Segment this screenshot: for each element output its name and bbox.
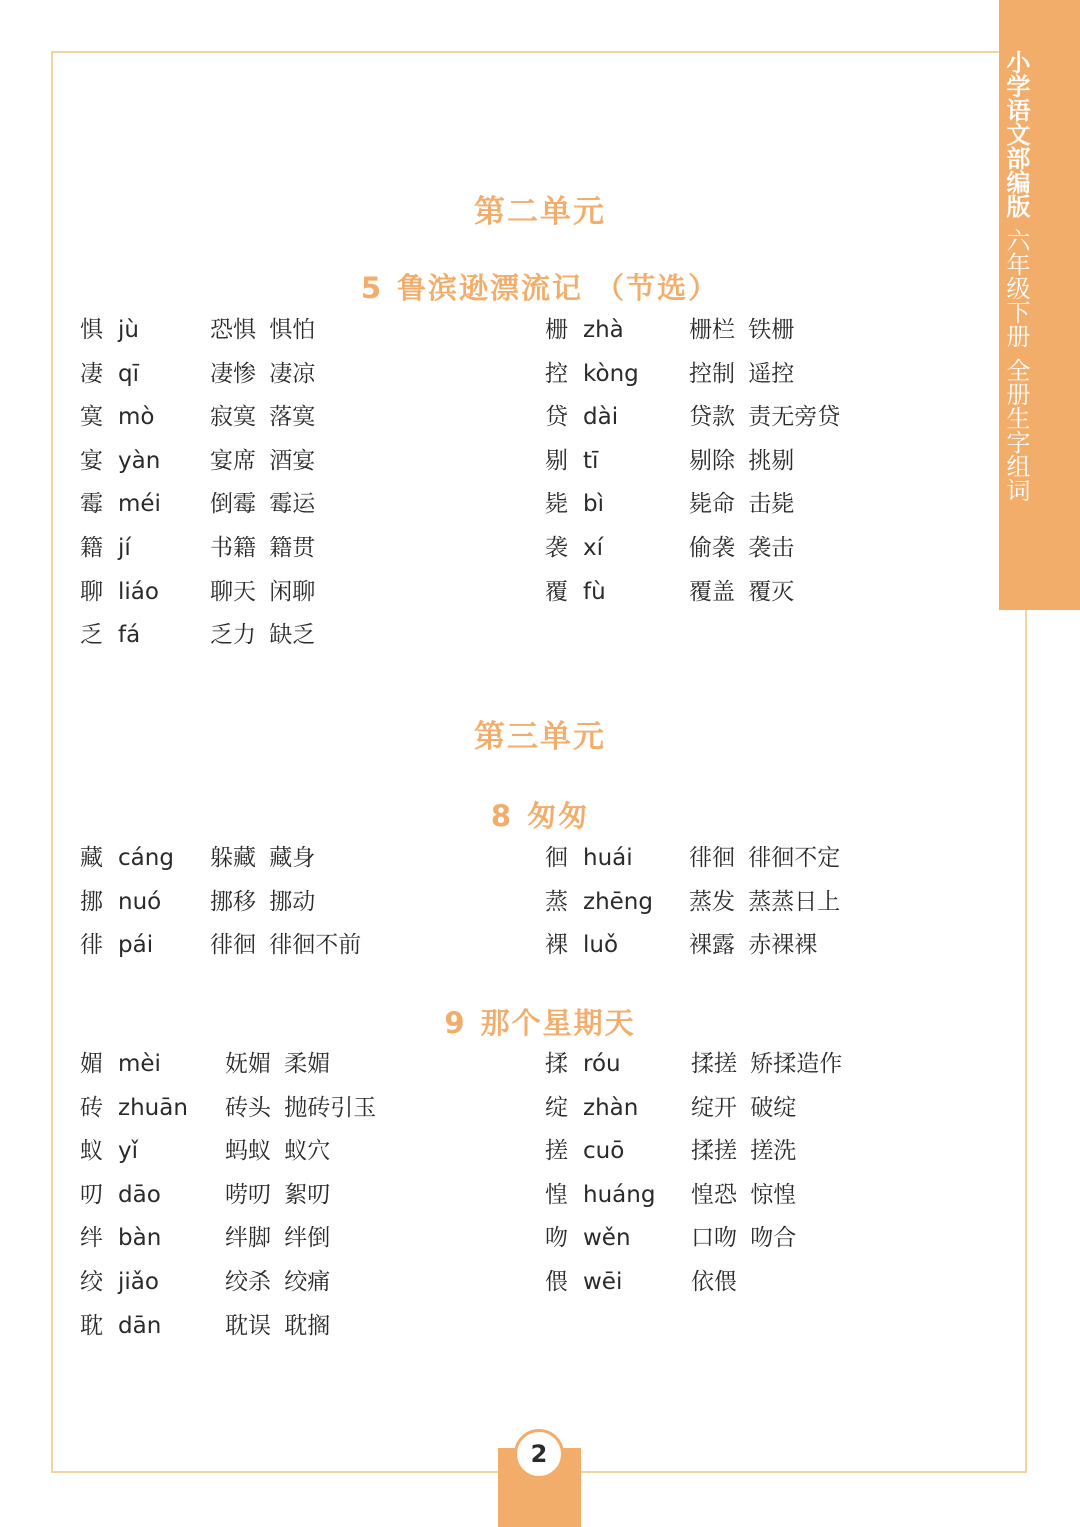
pinyin: xí xyxy=(583,535,604,561)
pinyin: pái xyxy=(118,932,154,959)
word-row xyxy=(80,1264,500,1300)
pinyin: cuō xyxy=(583,1138,625,1165)
word-row xyxy=(545,1133,965,1169)
pinyin: nuó xyxy=(118,888,162,915)
word-combinations: 剔除 挑剔 xyxy=(689,447,795,474)
hanzi-character: 袭 xyxy=(545,535,568,561)
pinyin: jiǎo xyxy=(118,1269,159,1295)
hanzi-character: 寞 xyxy=(80,404,103,431)
pinyin: yàn xyxy=(118,447,161,474)
lesson-number: 5 xyxy=(360,271,384,305)
word-row xyxy=(545,1264,965,1300)
word-combinations: 徘徊 徘徊不前 xyxy=(210,932,362,959)
pinyin: jí xyxy=(118,535,131,561)
pinyin: fù xyxy=(583,578,606,605)
word-row xyxy=(80,840,500,876)
word-row xyxy=(545,574,965,610)
word-combinations: 揉搓 矫揉造作 xyxy=(691,1051,843,1077)
word-row xyxy=(80,1177,500,1213)
lesson-note: （节选） xyxy=(595,271,720,305)
word-row xyxy=(80,486,500,522)
hanzi-character: 贷 xyxy=(545,404,568,431)
pinyin: tī xyxy=(583,447,599,474)
word-combinations: 蒸发 蒸蒸日上 xyxy=(689,888,841,915)
word-combinations: 栅栏 铁栅 xyxy=(689,317,795,343)
side-tab-subtitle: 全册生字组词 xyxy=(1002,358,1030,502)
word-combinations: 宴席 酒宴 xyxy=(210,447,316,474)
word-row xyxy=(80,356,500,392)
page-number: 2 xyxy=(514,1429,564,1479)
hanzi-character: 裸 xyxy=(545,932,568,959)
word-combinations: 徘徊 徘徊不定 xyxy=(689,845,841,871)
hanzi-character: 籍 xyxy=(80,535,103,561)
pinyin: bì xyxy=(583,491,604,518)
hanzi-character: 绽 xyxy=(545,1094,568,1121)
pinyin: bàn xyxy=(118,1225,162,1252)
unit-title-2: 第二单元 xyxy=(474,194,606,230)
word-combinations: 书籍 籍贯 xyxy=(210,535,316,561)
word-row xyxy=(80,574,500,610)
hanzi-character: 惧 xyxy=(80,317,103,343)
word-row xyxy=(545,530,965,566)
hanzi-character: 砖 xyxy=(80,1094,103,1121)
hanzi-character: 剔 xyxy=(545,447,568,474)
word-row xyxy=(545,399,965,435)
word-row xyxy=(80,927,500,963)
word-combinations: 揉搓 搓洗 xyxy=(691,1138,797,1165)
word-row xyxy=(545,1220,965,1256)
pinyin: huái xyxy=(583,845,633,871)
word-row xyxy=(545,927,965,963)
word-combinations: 口吻 吻合 xyxy=(691,1225,797,1252)
pinyin: dài xyxy=(583,404,619,431)
pinyin: kòng xyxy=(583,360,639,387)
word-combinations: 绽开 破绽 xyxy=(691,1094,797,1121)
pinyin: fá xyxy=(118,622,141,649)
hanzi-character: 揉 xyxy=(545,1051,568,1077)
word-combinations: 寂寞 落寞 xyxy=(210,404,316,431)
word-combinations: 乏力 缺乏 xyxy=(210,622,316,649)
hanzi-character: 偎 xyxy=(545,1269,568,1295)
word-row xyxy=(545,1046,965,1082)
pinyin: yǐ xyxy=(118,1138,139,1165)
word-combinations: 耽误 耽搁 xyxy=(225,1312,331,1339)
page-frame xyxy=(51,51,1027,1473)
hanzi-character: 蒸 xyxy=(545,888,568,915)
hanzi-character: 覆 xyxy=(545,578,568,605)
hanzi-character: 绊 xyxy=(80,1225,103,1252)
hanzi-character: 徘 xyxy=(80,932,103,959)
hanzi-character: 霉 xyxy=(80,491,103,518)
word-row xyxy=(80,443,500,479)
word-row xyxy=(545,486,965,522)
word-combinations: 依偎 xyxy=(691,1269,737,1295)
word-combinations: 覆盖 覆灭 xyxy=(689,578,795,605)
word-combinations: 惶恐 惊惶 xyxy=(691,1181,797,1208)
word-combinations: 贷款 责无旁贷 xyxy=(689,404,841,431)
word-combinations: 躲藏 藏身 xyxy=(210,845,316,871)
word-row xyxy=(80,1046,500,1082)
pinyin: róu xyxy=(583,1051,621,1077)
word-row xyxy=(545,443,965,479)
pinyin: méi xyxy=(118,491,161,518)
hanzi-character: 耽 xyxy=(80,1312,103,1339)
lesson-name: 那个星期天 xyxy=(480,1006,636,1040)
pinyin: cáng xyxy=(118,845,174,871)
word-combinations: 偷袭 袭击 xyxy=(689,535,795,561)
hanzi-character: 惶 xyxy=(545,1181,568,1208)
hanzi-character: 蚁 xyxy=(80,1138,103,1165)
word-combinations: 聊天 闲聊 xyxy=(210,578,316,605)
hanzi-character: 叨 xyxy=(80,1181,103,1208)
pinyin: mò xyxy=(118,404,155,431)
hanzi-character: 凄 xyxy=(80,360,103,387)
word-combinations: 毙命 击毙 xyxy=(689,491,795,518)
pinyin: liáo xyxy=(118,578,159,605)
pinyin: mèi xyxy=(118,1051,161,1077)
pinyin: qī xyxy=(118,360,139,387)
hanzi-character: 控 xyxy=(545,360,568,387)
hanzi-character: 藏 xyxy=(80,845,103,871)
word-combinations: 妩媚 柔媚 xyxy=(225,1051,331,1077)
word-combinations: 恐惧 惧怕 xyxy=(210,317,316,343)
pinyin: zhà xyxy=(583,317,624,343)
side-tab-grade: 六年级下册 xyxy=(1002,228,1030,348)
word-combinations: 唠叨 絮叨 xyxy=(225,1181,331,1208)
pinyin: jù xyxy=(118,317,139,343)
word-row xyxy=(80,312,500,348)
word-combinations: 砖头 抛砖引玉 xyxy=(225,1094,377,1121)
hanzi-character: 栅 xyxy=(545,317,568,343)
lesson-title-9 xyxy=(0,1001,1080,1042)
word-combinations: 绞杀 绞痛 xyxy=(225,1269,331,1295)
word-row xyxy=(80,1220,500,1256)
word-row xyxy=(80,399,500,435)
hanzi-character: 毙 xyxy=(545,491,568,518)
pinyin: wēi xyxy=(583,1269,623,1295)
word-row xyxy=(80,1308,500,1344)
pinyin: huáng xyxy=(583,1181,656,1208)
word-combinations: 凄惨 凄凉 xyxy=(210,360,316,387)
hanzi-character: 吻 xyxy=(545,1225,568,1252)
hanzi-character: 媚 xyxy=(80,1051,103,1077)
hanzi-character: 聊 xyxy=(80,578,103,605)
hanzi-character: 徊 xyxy=(545,845,568,871)
hanzi-character: 宴 xyxy=(80,447,103,474)
unit-title-3: 第三单元 xyxy=(474,719,606,755)
pinyin: wěn xyxy=(583,1225,631,1252)
word-row xyxy=(545,840,965,876)
word-combinations: 挪移 挪动 xyxy=(210,888,316,915)
word-combinations: 控制 遥控 xyxy=(689,360,795,387)
word-combinations: 裸露 赤裸裸 xyxy=(689,932,818,959)
lesson-name: 鲁滨逊漂流记 xyxy=(397,271,584,305)
pinyin: dān xyxy=(118,1312,162,1339)
lesson-number: 9 xyxy=(444,1006,467,1040)
word-row xyxy=(80,617,500,653)
word-row xyxy=(545,884,965,920)
lesson-name: 匆匆 xyxy=(527,799,590,833)
word-row xyxy=(545,1177,965,1213)
word-row xyxy=(80,884,500,920)
hanzi-character: 乏 xyxy=(80,622,103,649)
lesson-number: 8 xyxy=(490,799,514,833)
word-combinations: 绊脚 绊倒 xyxy=(225,1225,331,1252)
word-row xyxy=(80,1133,500,1169)
lesson-title-5 xyxy=(0,266,1080,307)
word-row xyxy=(80,1090,500,1126)
pinyin: luǒ xyxy=(583,932,619,959)
pinyin: zhàn xyxy=(583,1094,639,1121)
word-row xyxy=(545,356,965,392)
pinyin: zhēng xyxy=(583,888,653,915)
word-row xyxy=(545,312,965,348)
hanzi-character: 绞 xyxy=(80,1269,103,1295)
word-row xyxy=(80,530,500,566)
word-combinations: 蚂蚁 蚁穴 xyxy=(225,1138,331,1165)
lesson-title-8 xyxy=(0,794,1080,835)
hanzi-character: 搓 xyxy=(545,1138,568,1165)
hanzi-character: 挪 xyxy=(80,888,103,915)
word-combinations: 倒霉 霉运 xyxy=(210,491,316,518)
pinyin: zhuān xyxy=(118,1094,188,1121)
pinyin: dāo xyxy=(118,1181,161,1208)
side-tab-series: 小学语文部编版 xyxy=(1002,50,1030,218)
word-row xyxy=(545,1090,965,1126)
